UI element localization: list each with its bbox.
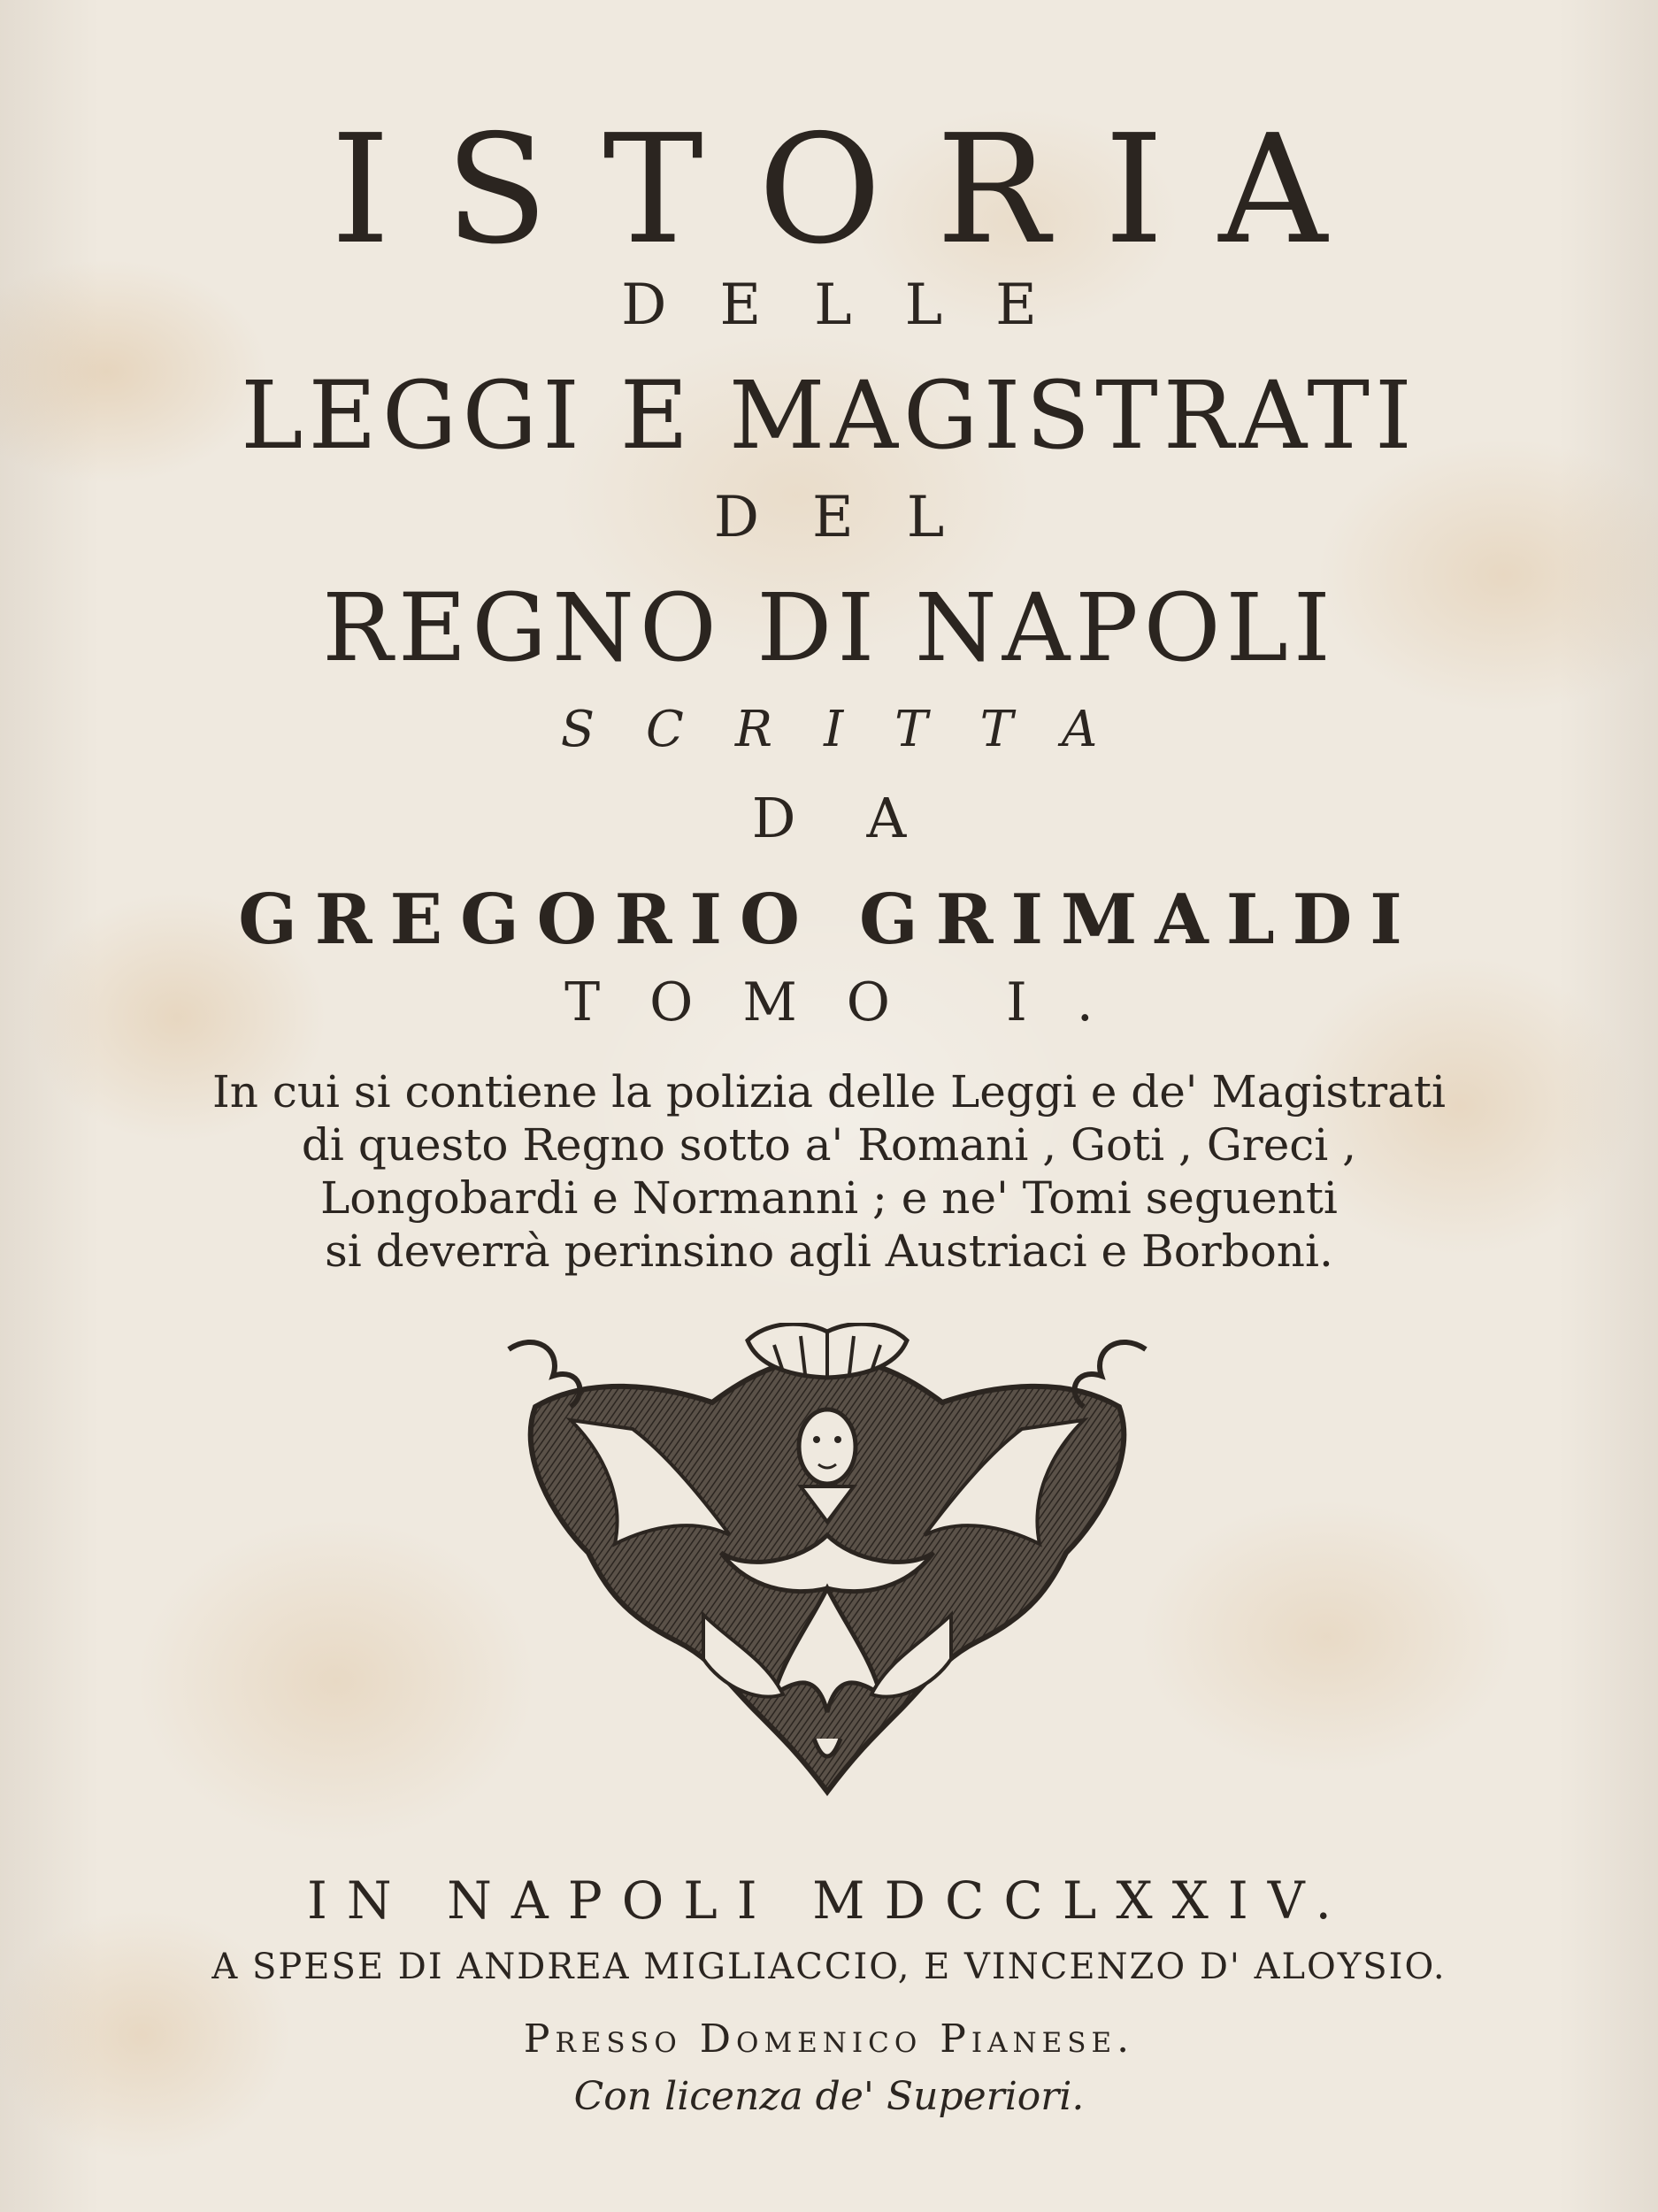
volume-number: TOMO I. (564, 972, 1143, 1033)
imprint-place-year: IN NAPOLI MDCCLXXIV. (306, 1870, 1351, 1931)
description-line-3: Longobardi e Normanni ; e ne' Tomi seguenti (320, 1172, 1338, 1224)
title-line-regno: REGNO DI NAPOLI (322, 573, 1336, 682)
imprint-license: Con licenza de' Superiori. (573, 2074, 1085, 2119)
title-line-da: DA (751, 786, 978, 850)
title-line-scritta: SCRITTA (560, 701, 1149, 758)
imprint-publishers: A SPESE DI ANDREA MIGLIACCIO, E VINCENZO D' ALOYSIO. (211, 1947, 1447, 1987)
imprint-printer: Presso Domenico Pianese. (523, 2016, 1135, 2062)
title-line-leggi: LEGGI E MAGISTRATI (241, 361, 1417, 470)
printer-ornament-icon (482, 1323, 1172, 1809)
author-name: GREGORIO GRIMALDI (238, 879, 1420, 960)
book-title: ISTORIA (330, 103, 1383, 278)
description-line-1: In cui si contiene la polizia delle Leggi e de' Magistrati (212, 1066, 1446, 1118)
description-line-2: di questo Regno sotto a' Romani , Goti , Greci , (301, 1119, 1357, 1171)
title-line-delle: DELLE (621, 273, 1090, 338)
title-line-del: DEL (713, 485, 998, 550)
description-line-4: si deverrà perinsino agli Austriaci e Borboni. (325, 1225, 1333, 1277)
